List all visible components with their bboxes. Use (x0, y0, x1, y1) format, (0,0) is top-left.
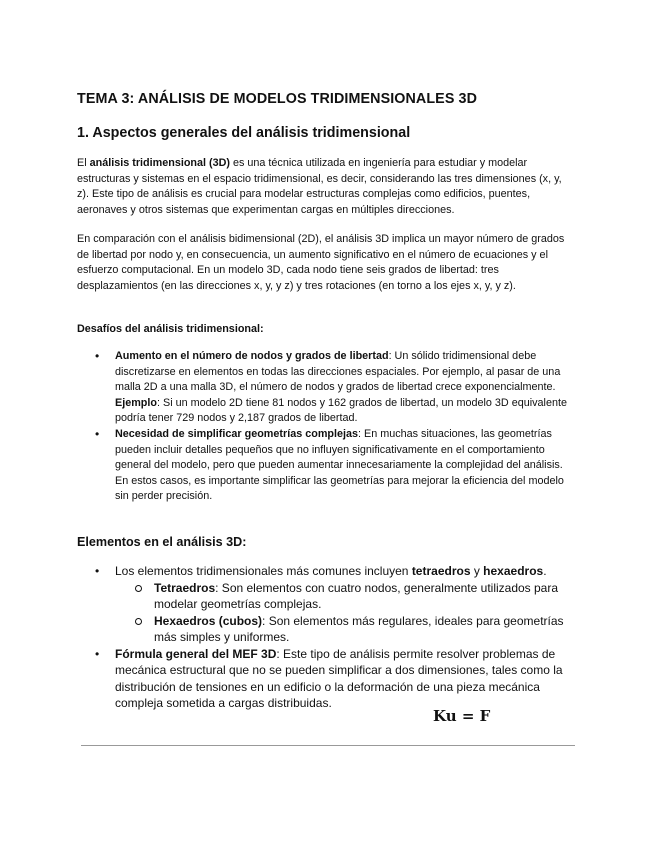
challenges-list (77, 349, 577, 505)
intro-pre: El (77, 157, 90, 169)
tetraedros-term: tetraedros (411, 564, 471, 578)
sub-2-text: : Son elementos más regulares, ideales para geometrías más simples y uniformes. (154, 613, 564, 644)
challenge-1-text: : Un sólido tridimensional debe discretizarse en elementos en todas las direcciones espaciales. Por ejemplo, al pasar de una malla 2D a una malla 3D, el número de nodos y grados de libertad crece exponencialmente. (115, 350, 561, 394)
sub-2-bold: Hexaedros (cubos) (154, 613, 263, 628)
challenges-label: Desafíos del análisis tridimensional: (77, 323, 264, 335)
mef-formula: Ku = F (433, 707, 491, 725)
comparison-paragraph: En comparación con el análisis bidimensional (2D), el análisis 3D implica un mayor número de grados de libertad por nodo y, en consecuencia, un aumento significativo en el número de ecuaciones y el esfuerzo computacional. En un modelo 3D, cada nodo tiene seis grados de libertad: tres desplazamientos (en las direcciones x, y, y z) y tres rotaciones (en torno a los ejes x, y, y z). (77, 233, 565, 292)
elements-item-1-mid: y (470, 564, 484, 578)
hexaedros-term: hexaedros (483, 564, 544, 578)
horizontal-divider (81, 745, 575, 746)
elements-item-1-post: . (543, 564, 547, 578)
element-types-sublist (115, 580, 577, 646)
sub-1-bold: Tetraedros (154, 580, 216, 595)
challenge-1-bold: Aumento en el número de nodos y grados de libertad (115, 350, 389, 362)
formula-heading-text: : Este tipo de análisis permite resolver problemas de mecánica estructural que no se pueden simplificar a dos dimensiones, tales como la distribución de tensiones en un edificio o la deformación de una pieza mecánica compleja sometida a cargas distribuidas. (115, 646, 563, 710)
document-title: TEMA 3: ANÁLISIS DE MODELOS TRIDIMENSIONALES 3D (77, 91, 478, 107)
elements-item-1-pre: Los elementos tridimensionales más comunes incluyen (115, 564, 412, 578)
example-text: : Si un modelo 2D tiene 81 nodos y 162 grados de libertad, un modelo 3D equivalente podría tener 729 nodos y 2,187 grados de libertad. (115, 396, 567, 425)
elements-item-2 (77, 646, 577, 712)
sub-item-tetraedros (115, 580, 577, 613)
elements-heading: Elementos en el análisis 3D: (77, 535, 247, 549)
sub-item-hexaedros (115, 613, 577, 646)
elements-list (77, 563, 577, 712)
challenge-item (77, 349, 577, 427)
sub-1-text: : Son elementos con cuatro nodos, generalmente utilizados para modelar geometrías complejas. (154, 580, 559, 611)
intro-bold-term: análisis tridimensional (3D) (89, 157, 231, 169)
elements-item-1 (77, 563, 577, 646)
example-label: Ejemplo (115, 396, 157, 409)
section-1-heading: 1. Aspectos generales del análisis tridimensional (77, 125, 411, 141)
challenge-item (77, 427, 577, 505)
formula-heading-bold: Fórmula general del MEF 3D (115, 646, 277, 661)
challenge-2-text: : En muchas situaciones, las geometrías pueden incluir detalles pequeños que no influyen significativamente en el comportamiento general del modelo, pero que pueden aumentar innecesariamente la complejidad del análisis. En estos casos, es importante simplificar las geometrías para mejorar la eficiencia del modelo sin perder precisión. (115, 427, 564, 503)
challenge-2-bold: Necesidad de simplificar geometrías complejas (115, 427, 359, 440)
intro-post: es una técnica utilizada en ingeniería para estudiar y modelar estructuras y sistemas en el espacio tridimensional, es decir, considerando las tres dimensiones (x, y, z). Este tipo de análisis es crucial para modelar estructuras complejas como edificios, puentes, aeronaves y otros sistemas que experimentan cargas en múltiples direcciones. (77, 157, 562, 216)
intro-paragraph (77, 156, 574, 218)
